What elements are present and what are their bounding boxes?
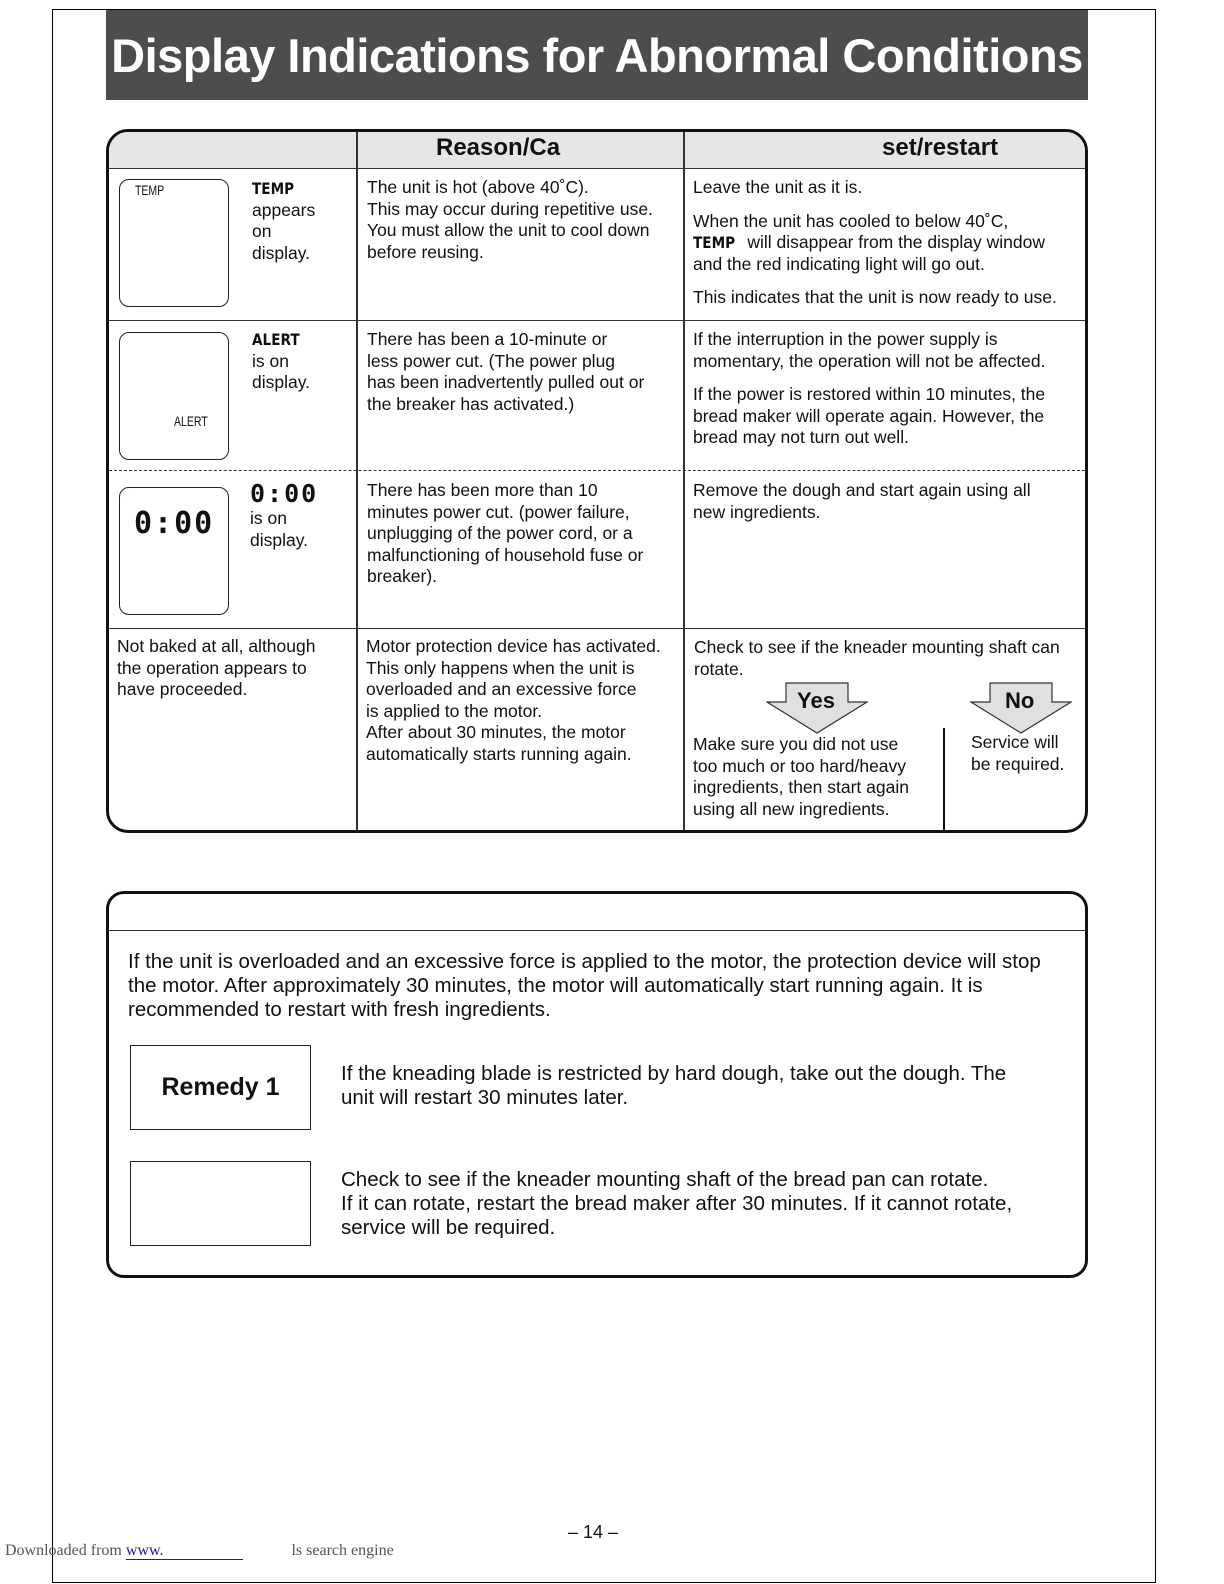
box-header-divider (109, 930, 1085, 931)
motor-protection-box (106, 891, 1088, 1278)
table-header (109, 132, 1085, 169)
caption-line: display. (252, 242, 311, 263)
reason-line: less power cut. (The power plug (367, 350, 616, 371)
display-temp-text: TEMP (135, 182, 165, 198)
no-line: Service will (971, 732, 1059, 752)
reason-line: before reusing. (367, 241, 484, 262)
remedy-line: This indicates that the unit is now ready to use. (693, 287, 1057, 307)
motor-protection-intro: If the unit is overloaded and an excessive force is applied to the motor, the protection device will stop the motor. After approximately 30 minutes, the motor will automatically start running again. It is recommended to restart with fresh ingredients. (128, 950, 1041, 1021)
indicator-time-digits: 0:00 (250, 479, 319, 508)
remedy-line: new ingredients. (693, 501, 821, 522)
reason-cell (367, 177, 682, 263)
remedy-line: service will be required. (341, 1216, 556, 1239)
remedy-line: When the unit has cooled to below 40˚C, (693, 210, 1009, 231)
reason-line: overloaded and an excessive force (366, 679, 637, 699)
indicator-name: TEMP (252, 179, 295, 198)
reason-line: unplugging of the power cord, or a (367, 523, 633, 543)
caption-line: on (252, 221, 272, 241)
reason-line: There has been a 10-minute or (367, 329, 608, 349)
reason-line: is applied to the motor. (366, 700, 543, 721)
caption-line: is on (252, 350, 289, 371)
remedy-check (694, 637, 1088, 680)
row-divider (109, 628, 1085, 629)
header-reason: Reason/Ca (436, 134, 561, 161)
caption-line: is on (250, 508, 287, 528)
download-footer (5, 1542, 394, 1560)
reason-line: The unit is hot (above 40˚C). (367, 177, 589, 197)
remedy-1-label: Remedy 1 (161, 1073, 280, 1101)
caption-line: appears (252, 199, 316, 220)
remedy-line: If it can rotate, restart the bread maker after 30 minutes. If it cannot rotate, (341, 1192, 1013, 1215)
yes-line: too much or too hard/heavy (693, 755, 907, 776)
remedy-cell (693, 480, 1088, 523)
footer-prefix: Downloaded from (5, 1542, 126, 1559)
display-alert-text: ALERT (174, 413, 208, 429)
reason-line: This may occur during repetitive use. (367, 198, 653, 219)
remedy-line: bread may not turn out well. (693, 427, 909, 447)
reason-cell (366, 636, 684, 765)
reason-cell (367, 329, 682, 415)
abnormal-conditions-table (106, 129, 1088, 833)
remedy-line: Check to see if the kneader mounting shaft can (694, 637, 1060, 657)
no-line: be required. (971, 753, 1065, 774)
footer-suffix: ls search engine (291, 1542, 394, 1559)
indicator-description (252, 178, 347, 264)
reason-cell (367, 480, 682, 588)
reason-line: There has been more than 10 (367, 480, 598, 500)
no-outcome (971, 732, 1086, 775)
yes-line: ingredients, then start again (693, 777, 909, 797)
title-banner (106, 10, 1088, 100)
remedy-1-label-box (130, 1045, 311, 1130)
indicator-name: ALERT (252, 330, 300, 349)
indicator-description (250, 480, 345, 551)
inline-indicator-temp: TEMP (693, 233, 736, 252)
remedy-1-text (341, 1062, 1061, 1110)
footer-link[interactable]: www. (126, 1542, 244, 1560)
reason-line: Motor protection device has activated. (366, 636, 661, 656)
symptom-cell (117, 636, 352, 701)
remedy-line: and the red indicating light will go out. (693, 253, 985, 274)
remedy-line: unit will restart 30 minutes later. (341, 1086, 629, 1109)
column-divider (356, 132, 358, 833)
header-remedy: set/restart (882, 134, 999, 161)
yes-no-divider (943, 728, 945, 833)
page-number: – 14 – (568, 1522, 619, 1542)
remedy-2-label-box (130, 1161, 311, 1246)
page-title: Display Indications for Abnormal Conditions (111, 28, 1083, 82)
reason-line: the breaker has activated.) (367, 393, 575, 414)
reason-line: This only happens when the unit is (366, 657, 635, 678)
remedy-line: Check to see if the kneader mounting shaft of the bread pan can rotate. (341, 1168, 989, 1191)
reason-line: malfunctioning of household fuse or (367, 544, 644, 565)
reason-line: breaker). (367, 566, 438, 586)
display-illustration (119, 487, 229, 615)
no-label: No (1005, 688, 1035, 713)
reason-line: has been inadvertently pulled out or (367, 372, 645, 392)
remedy-line: If the interruption in the power supply is (693, 329, 998, 349)
reason-line: After about 30 minutes, the motor (366, 722, 626, 742)
remedy-2-text (341, 1168, 1061, 1240)
remedy-line: momentary, the operation will not be affected. (693, 350, 1046, 371)
symptom-line: have proceeded. (117, 679, 248, 699)
remedy-cell (693, 329, 1088, 461)
remedy-line: rotate. (694, 658, 744, 679)
remedy-line: bread maker will operate again. However, the (693, 405, 1045, 426)
remedy-line: will disappear from the display window (747, 232, 1046, 252)
indicator-description (252, 329, 347, 394)
reason-line: You must allow the unit to cool down (367, 220, 650, 240)
row-divider-dashed (109, 470, 1085, 471)
caption-line: display. (250, 529, 309, 550)
remedy-line: If the power is restored within 10 minutes, the (693, 384, 1046, 404)
symptom-line: Not baked at all, although (117, 636, 316, 656)
yes-label: Yes (797, 688, 835, 713)
remedy-line: Remove the dough and start again using all (693, 480, 1031, 500)
remedy-line: Leave the unit as it is. (693, 177, 863, 197)
display-illustration (119, 332, 229, 460)
symptom-line: the operation appears to (117, 657, 307, 678)
remedy-line: If the kneading blade is restricted by hard dough, take out the dough. The (341, 1062, 1007, 1085)
yes-outcome (693, 734, 938, 820)
yes-line: using all new ingredients. (693, 798, 890, 819)
display-illustration (119, 179, 229, 307)
reason-line: automatically starts running again. (366, 743, 632, 764)
display-time-digits: 0:00 (134, 506, 215, 541)
yes-line: Make sure you did not use (693, 734, 899, 754)
remedy-cell (693, 177, 1088, 321)
reason-line: minutes power cut. (power failure, (367, 501, 630, 522)
caption-line: display. (252, 372, 311, 392)
